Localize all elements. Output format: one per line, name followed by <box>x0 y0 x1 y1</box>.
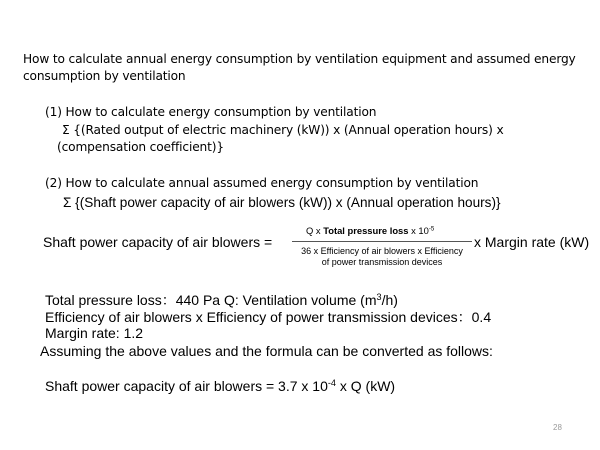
result-text: Shaft power capacity of air blowers = 3.7 x 10 <box>45 378 328 394</box>
equation-rhs: x Margin rate (kW) <box>474 234 590 250</box>
title-line-2: consumption by ventilation <box>23 69 186 83</box>
page-number: 28 <box>553 423 562 432</box>
section-2-formula: Σ {(Shaft power capacity of air blowers (kW)) x (Annual operation hours)} <box>63 195 501 210</box>
fraction-denominator-line-1: 36 x Efficiency of air blowers x Efficiency <box>301 246 463 256</box>
given-pressure-loss-sup: 3 <box>376 292 382 302</box>
assumption-line: Assuming the above values and the formula can be converted as follows: <box>40 343 493 359</box>
section-1-heading: (1) How to calculate energy consumption by ventilation <box>45 105 377 119</box>
fraction-denominator-line-2: of power transmission devices <box>321 257 443 267</box>
equation-lhs: Shaft power capacity of air blowers = <box>43 234 273 250</box>
result-tail: x Q (kW) <box>335 378 396 394</box>
given-margin-rate: Margin rate: 1.2 <box>45 325 144 341</box>
numerator-bold: Total pressure loss <box>323 225 409 236</box>
numerator-prefix: Q x <box>306 225 324 236</box>
result-formula <box>45 378 395 394</box>
fraction-numerator <box>306 225 434 236</box>
section-2-heading: (2) How to calculate annual assumed energy consumption by ventilation <box>45 176 479 190</box>
numerator-factor: x 10 <box>408 225 429 236</box>
result-exponent: -4 <box>327 378 336 388</box>
given-efficiency: Efficiency of air blowers x Efficiency of power transmission devices：0.4 <box>45 309 492 325</box>
given-pressure-loss-tail: /h) <box>381 292 398 308</box>
given-pressure-loss-text: Total pressure loss：440 Pa Q: Ventilation volume (m <box>45 292 377 308</box>
section-1-formula-line-1: Σ {(Rated output of electric machinery (kW)) x (Annual operation hours) x <box>62 123 504 137</box>
fraction-line <box>292 241 472 242</box>
section-1-formula-line-2: (compensation coefficient)} <box>57 140 224 154</box>
numerator-exponent: -5 <box>428 225 435 233</box>
title-line-1: How to calculate annual energy consumption by ventilation equipment and assumed energy <box>23 52 576 66</box>
